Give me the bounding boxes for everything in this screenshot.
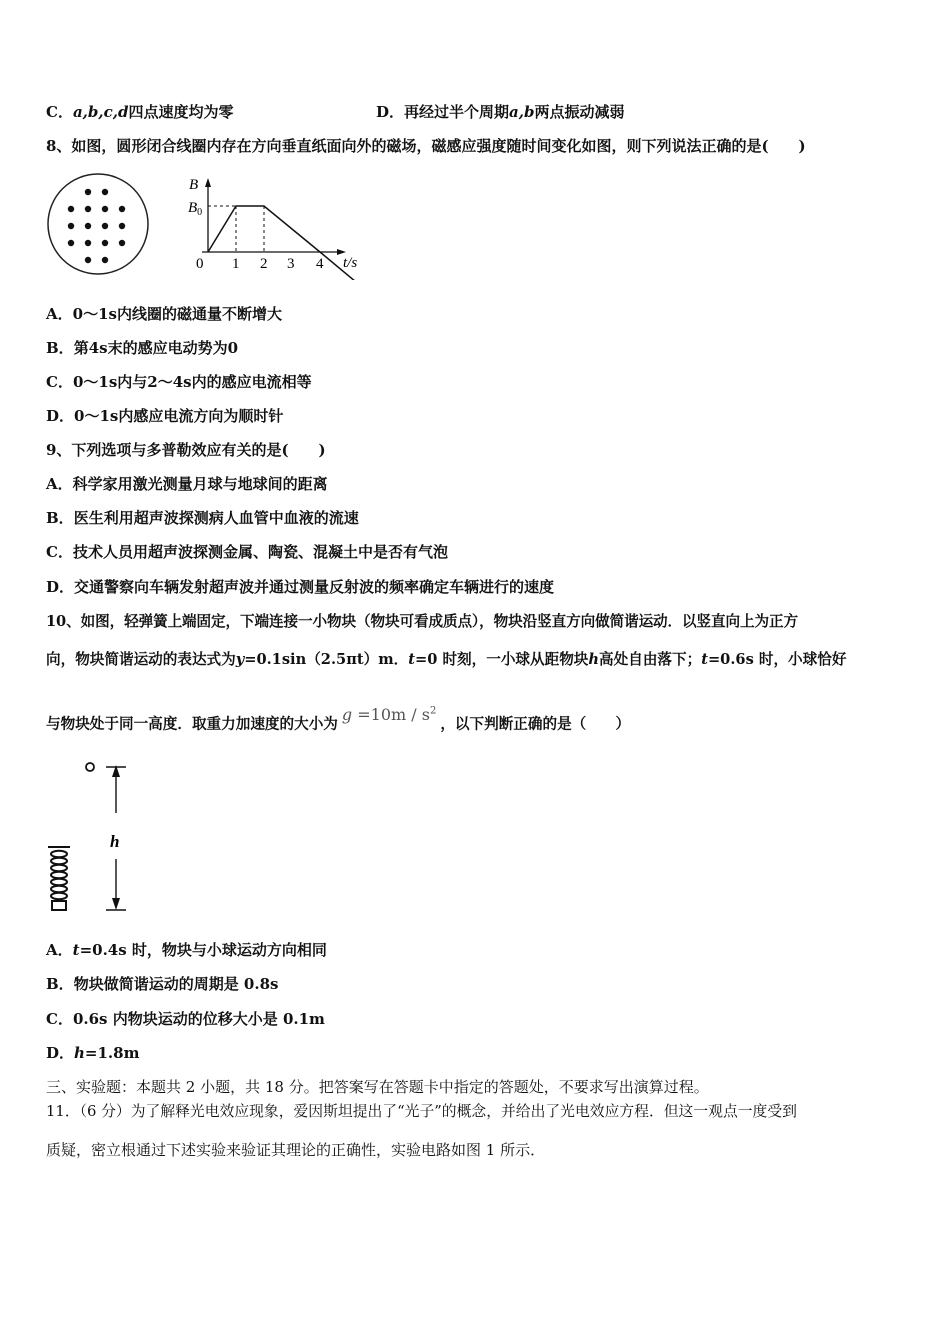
graph-y-tick-label: $B_0$ — [188, 200, 203, 218]
q10-option-a: A．t=0.4s 时，物块与小球运动方向相同 — [46, 941, 327, 959]
height-label: h — [110, 832, 120, 851]
q8-option-b: B．第4s末的感应电动势为0 — [46, 339, 239, 357]
gravity-formula: $g =10m / s^2$ — [341, 705, 437, 725]
q10-stem-line3: 与物块处于同一高度．取重力加速度的大小为 $g =10m / s^2$，以下判断正确的是（ ） — [46, 705, 631, 733]
q10-option-b: B．物块做简谐运动的周期是 0.8s — [46, 975, 279, 993]
q8-stem: 8、如图，圆形闭合线圈内存在方向垂直纸面向外的磁场，磁感应强度随时间变化如图，则下列说法正确的是( ) — [46, 137, 806, 155]
q8-option-d: D．0～1s内感应电流方向为顺时针 — [46, 407, 284, 425]
magnetic-field-dots — [68, 189, 125, 263]
q10-spring-figure — [44, 755, 144, 920]
q7-option-d — [376, 102, 624, 122]
q11-line1: 11．（6 分）为了解释光电效应现象，爱因斯坦提出了“光子”的概念，并给出了光电效应方程．但这一观点一度受到 — [46, 1103, 797, 1120]
q7-option-d-label: D． — [376, 103, 405, 121]
q7-option-c-label: C． — [46, 103, 73, 121]
x-tick-1: 1 — [232, 256, 240, 272]
q9-stem: 9、下列选项与多普勒效应有关的是( ) — [46, 441, 326, 459]
x-tick-4: 4 — [316, 256, 324, 272]
q7-option-d-text2: 两点振动减弱 — [534, 103, 625, 121]
q8-option-c: C．0～1s内与2～4s内的感应电流相等 — [46, 373, 312, 391]
q10-stem-line2: 向，物块简谐运动的表达式为y=0.1sin（2.5πt）m．t=0 时刻，一小球从距物块h高处自由落下；t=0.6s 时，小球恰好 — [46, 651, 847, 668]
q10-option-c: C．0.6s 内物块运动的位移大小是 0.1m — [46, 1010, 325, 1028]
b-t-curve — [208, 206, 356, 280]
coil-circle — [48, 174, 148, 274]
section3-heading: 三、实验题：本题共 2 小题，共 18 分。把答案写在答题卡中指定的答题处，不要求写出演算过程。 — [46, 1078, 709, 1096]
graph-y-axis-label: B — [189, 177, 199, 193]
q8-b-t-graph — [180, 170, 370, 280]
q7-option-d-text1: 再经过半个周期 — [404, 103, 510, 121]
falling-ball — [86, 763, 94, 771]
x-tick-2: 2 — [260, 256, 268, 272]
spring-coils — [51, 851, 67, 899]
q7-option-c — [46, 102, 233, 122]
block — [52, 901, 66, 910]
q7-option-d-vars: a,b — [509, 103, 535, 121]
q9-option-b: B．医生利用超声波探测病人血管中血液的流速 — [46, 509, 359, 527]
q10-stem-line1: 10、如图，轻弹簧上端固定，下端连接一小物块（物块可看成质点），物块沿竖直方向做简谐运动．以竖直向上为正方 — [46, 613, 798, 630]
x-tick-3: 3 — [287, 256, 295, 272]
q10-option-d: D．h=1.8m — [46, 1044, 140, 1062]
q7-option-c-text: 四点速度均为零 — [128, 103, 234, 121]
q8-coil-figure — [46, 168, 150, 280]
q7-option-c-vars: a,b,c,d — [72, 103, 129, 121]
graph-x-axis-label: t/s — [343, 255, 358, 271]
q9-option-c: C．技术人员用超声波探测金属、陶瓷、混凝土中是否有气泡 — [46, 543, 448, 561]
q9-option-d: D．交通警察向车辆发射超声波并通过测量反射波的频率确定车辆进行的速度 — [46, 578, 555, 596]
x-tick-0: 0 — [196, 256, 204, 272]
q11-line2: 质疑，密立根通过下述实验来验证其理论的正确性，实验电路如图 1 所示． — [46, 1141, 546, 1159]
q8-option-a: A．0～1s内线圈的磁通量不断增大 — [46, 305, 282, 323]
q9-option-a: A．科学家用激光测量月球与地球间的距离 — [46, 475, 328, 493]
